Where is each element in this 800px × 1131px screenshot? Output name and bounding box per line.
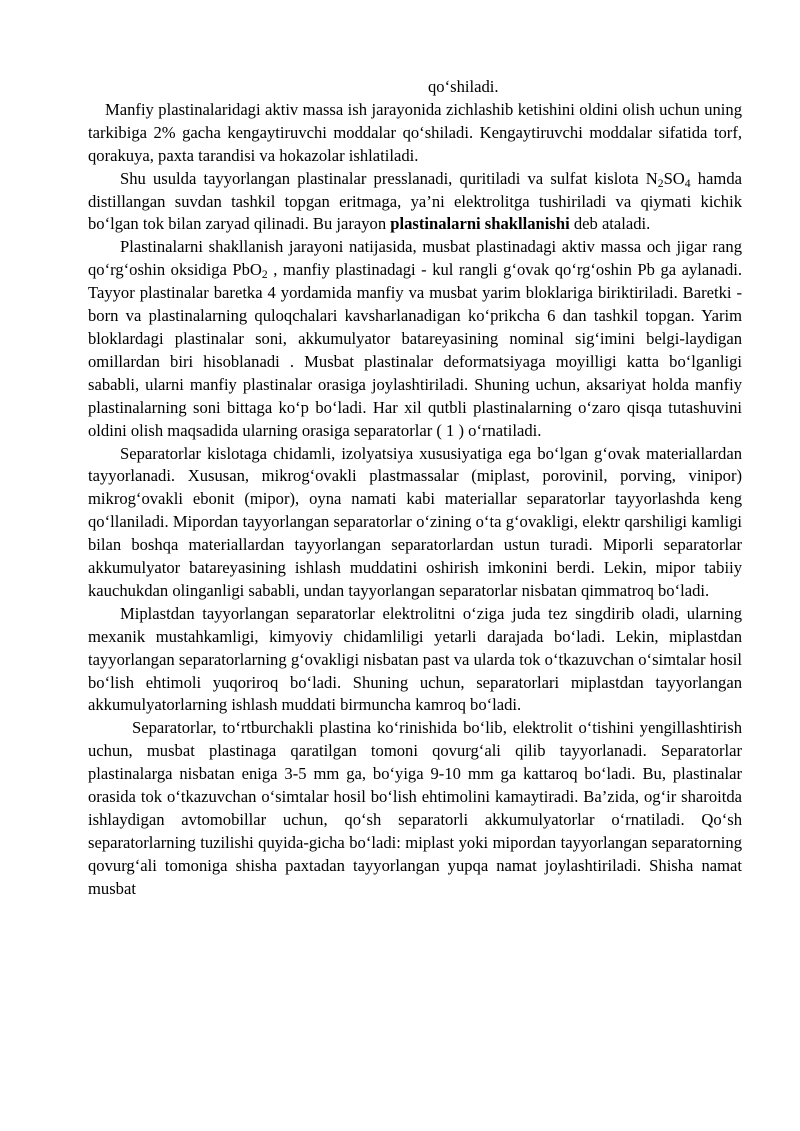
paragraph-0: qo‘shiladi. (428, 77, 499, 96)
paragraph-2-text-d: deb ataladi. (569, 214, 651, 234)
bold-term: plastinalarni shakllanishi (390, 214, 570, 234)
paragraph-3-text-b: , manfiy plastinadagi - kul rangli g‘ovak qo‘rg‘oshin Pb ga aylanadi. Tayyor plastinalar baretka 4 yordamida manfiy va musbat yarim bloklariga biriktiriladi. Baretki - born va plastinalarning quloqchalari kavsharlanadigan ko‘prikcha 6 dan tashkil topgan. Yarim bloklardagi plastinalar soni, akkumulyator batareyasining nominal sig‘imini belgi-laydigan omillardan biri hisoblanadi . Musbat plastinalar deformatsiyaga moyilligi katta bo‘lganligi sababli, ularni manfiy plastinalar orasiga joylashtiriladi. Shuning uchun, aksariyat holda manfiy plastinalarning soni bittaga ko‘p bo‘ladi. Har xil qutbli plastinalarning o‘zaro qisqa tutashuvini oldini olish maqsadida ularning orasiga separatorlar ( 1 ) o‘rnatiladi. (88, 260, 742, 440)
paragraph-2-text-a: Shu usulda tayyorlangan plastinalar presslanadi, quritiladi va sulfat kislota N (120, 168, 658, 188)
subscript-pbo2: 2 (261, 268, 268, 282)
paragraph-3 (88, 236, 742, 442)
paragraph-4: Separatorlar kislotaga chidamli, izolyatsiya xususiyatiga ega bo‘lgan g‘ovak materiallardan tayyorlanadi. Xususan, mikrog‘ovakli plastmassalar (miplast, porovinil, porving, vinipor) mikrog‘ovakli ebonit (mipor), oyna namati kabi materiallar separatorlar tayyorlashda keng qo‘llaniladi. Mipordan tayyorlangan separatorlar o‘zining o‘ta g‘ovakligi, elektr qarshiligi kamligi bilan boshqa materiallardan tayyorlangan separatorlardan ustun turadi. Miporli separatorlar akkumulyator batareyasining ishlash muddatini oshirish imkonini berdi. Lekin, mipor tabiiy kauchukdan olinganligi sababli, undan tayyorlangan separatorlar nisbatan qimmatroq bo‘ladi. (88, 443, 742, 600)
paragraph-3-text-a: Plastinalarni shakllanish jarayoni natijasida, musbat plastinadagi aktiv massa och jigar rang qo‘rg‘oshin oksidiga PbO (88, 237, 742, 280)
paragraph-2-text-c: hamda distillangan suvdan tashkil topgan eritmaga, ya’ni elektrolitga tushiriladi va qiymati kichik bo‘lgan tok bilan zaryad qilinadi. Bu jarayon (88, 168, 742, 234)
paragraph-2-text-b: SO (663, 168, 685, 188)
paragraph-1: Manfiy plastinalaridagi aktiv massa ish jarayonida zichlashib ketishini oldini olish uchun uning tarkibiga 2% gacha kengaytiruvchi moddalar qo‘shiladi. Kengaytiruvchi moddalar sifatida torf, qorakuya, paxta tarandisi va hokazolar ishlatiladi. (88, 99, 742, 165)
subscript-4: 4 (684, 176, 691, 190)
paragraph-6: Separatorlar, to‘rtburchakli plastina ko‘rinishida bo‘lib, elektrolit o‘tishini yengillashtirish uchun, musbat plastinaga qaratilgan tomoni qovurg‘ali qilib tayyorlanadi. Separatorlar plastinalarga nisbatan eniga 3-5 mm ga, bo‘yiga 9-10 mm ga kattaroq bo‘ladi. Bu, plastinalar orasida tok o‘tkazuvchan o‘simtalar hosil bo‘lish ehtimolini kamaytiradi. Ba’zida, og‘ir sharoitda ishlaydigan avtomobillar uchun, qo‘sh separatorli akkumulyatorlar o‘rnatiladi. Qo‘sh separatorlarning tuzilishi quyida-gicha bo‘ladi: miplast yoki mipordan tayyorlangan separatorning qovurg‘ali tomoniga shisha paxtadan tayyorlangan yupqa namat joylashtiriladi. Shisha namat musbat (88, 718, 742, 898)
paragraph-5: Miplastdan tayyorlangan separatorlar elektrolitni o‘ziga juda tez singdirib oladi, ularning mexanik mustahkamligi, kimyoviy chidamliligi yetarli darajada bo‘ladi. Lekin, miplastdan tayyorlangan separatorlarning g‘ovakligi nisbatan past va ularda tok o‘tkazuvchan o‘simtalar hosil bo‘lish ehtimoli yuqoriroq bo‘ladi. Shuning uchun, separatorlari miplastdan tayyorlangan akkumulyatorlarning ishlash muddati birmuncha kamroq bo‘ladi. (88, 603, 742, 715)
document-page (88, 76, 742, 901)
subscript-2: 2 (657, 176, 664, 190)
paragraph-2 (88, 168, 742, 237)
